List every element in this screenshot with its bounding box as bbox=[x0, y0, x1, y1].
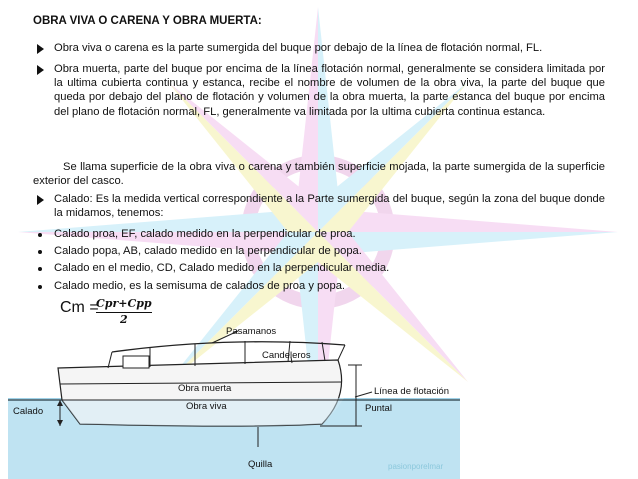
label-candeleros: Candeleros bbox=[262, 350, 311, 361]
dot-bullet-icon bbox=[38, 250, 42, 254]
dot-bullet-icon bbox=[38, 267, 42, 271]
formula-numerator: Cpr+Cpp bbox=[96, 297, 152, 310]
bullet-obra-muerta: Obra muerta, parte del buque por encima de la línea flotación normal, generalmente se considera limitada por la ultima cubierta continua y estanca, recibe el nombre de volumen de la obra viva, la parte del buque que queda por debajo del plano de flotación y volumen de la obra muerta, la parte estanca del buque por encima del plano de flotación normal, FL, generalmente va limitada por la ultima cubierta continua estanca. bbox=[54, 63, 605, 118]
label-puntal: Puntal bbox=[365, 403, 392, 414]
item-calado-medio: Calado medio, es la semisuma de calados de proa y popa. bbox=[54, 280, 346, 292]
arrow-bullet-icon bbox=[37, 44, 44, 54]
section-title: OBRA VIVA O CARENA Y OBRA MUERTA: bbox=[33, 15, 262, 27]
formula-denominator: 2 bbox=[96, 312, 152, 326]
item-calado-popa: Calado popa, AB, calado medido en la perpendicular de popa. bbox=[54, 245, 362, 257]
label-obra-viva: Obra viva bbox=[186, 401, 227, 412]
dot-bullet-icon bbox=[38, 285, 42, 289]
dot-bullet-icon bbox=[38, 233, 42, 237]
bullet-calado: Calado: Es la medida vertical correspondiente a la Parte sumergida del buque, según la zona del buque donde la midamos, tenemos: bbox=[54, 193, 605, 220]
label-linea-flotacion: Línea de flotación bbox=[374, 386, 450, 397]
formula-lhs: Cm = bbox=[60, 299, 99, 316]
paragraph-superficie: Se llama superficie de la obra viva o carena y también superficie mojada, la parte sumergida de la superficie exterior del casco. bbox=[33, 161, 605, 188]
label-obra-muerta: Obra muerta bbox=[178, 383, 232, 394]
arrow-bullet-icon bbox=[37, 65, 44, 75]
watermark: pasionporelmar bbox=[388, 462, 444, 471]
boat-diagram bbox=[0, 320, 638, 479]
bullet-obra-viva: Obra viva o carena es la parte sumergida del buque por debajo de la línea de flotación normal, FL. bbox=[54, 42, 543, 54]
item-calado-proa: Calado proa, EF, calado medido en la perpendicular de proa. bbox=[54, 228, 356, 240]
label-calado: Calado bbox=[13, 406, 44, 417]
arrow-bullet-icon bbox=[37, 195, 44, 205]
label-quilla: Quilla bbox=[248, 459, 273, 470]
item-calado-medio-cd: Calado en el medio, CD, Calado medido en la perpendicular media. bbox=[54, 262, 390, 274]
label-pasamanos: Pasamanos bbox=[226, 326, 277, 337]
